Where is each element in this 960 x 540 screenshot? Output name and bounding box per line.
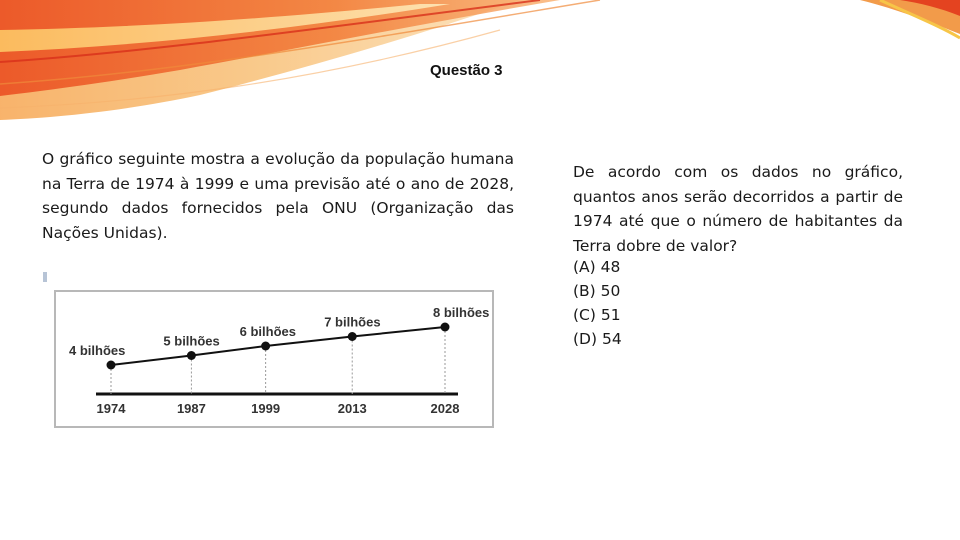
- intro-paragraph: O gráfico seguinte mostra a evolução da população humana na Terra de 1974 à 1999 e uma previsão até o ano de 2028, segundo dados fornecidos pela ONU (Organização das Nações Unidas).: [42, 150, 514, 242]
- tick-label: 1974: [96, 401, 126, 416]
- point-label: 7 bilhões: [324, 314, 381, 330]
- point-label: 8 bilhões: [433, 305, 490, 320]
- data-point: [348, 332, 357, 341]
- data-point: [261, 342, 270, 351]
- option-c: (C) 51: [573, 306, 621, 324]
- data-point: [107, 361, 116, 370]
- slide-title: Questão 3: [430, 62, 503, 79]
- data-point: [187, 351, 196, 360]
- data-point: [441, 323, 450, 332]
- tick-label: 1987: [176, 401, 206, 416]
- bullet-marker: [43, 272, 47, 282]
- point-label: 4 bilhões: [69, 343, 126, 358]
- question-paragraph: De acordo com os dados no gráfico, quantos anos serão decorridos a partir de 1974 até que o número de habitantes da Terra dobre de valor?: [573, 163, 903, 255]
- option-d: (D) 54: [573, 330, 622, 348]
- tick-label: 2013: [337, 401, 367, 416]
- point-label: 6 bilhões: [239, 324, 296, 339]
- point-label: 5 bilhões: [163, 333, 220, 349]
- chart-svg: [56, 292, 492, 426]
- option-a: (A) 48: [573, 258, 621, 276]
- option-b: (B) 50: [573, 282, 621, 300]
- tick-label: 2028: [430, 401, 460, 416]
- population-chart: [54, 290, 494, 428]
- tick-label: 1999: [251, 401, 281, 416]
